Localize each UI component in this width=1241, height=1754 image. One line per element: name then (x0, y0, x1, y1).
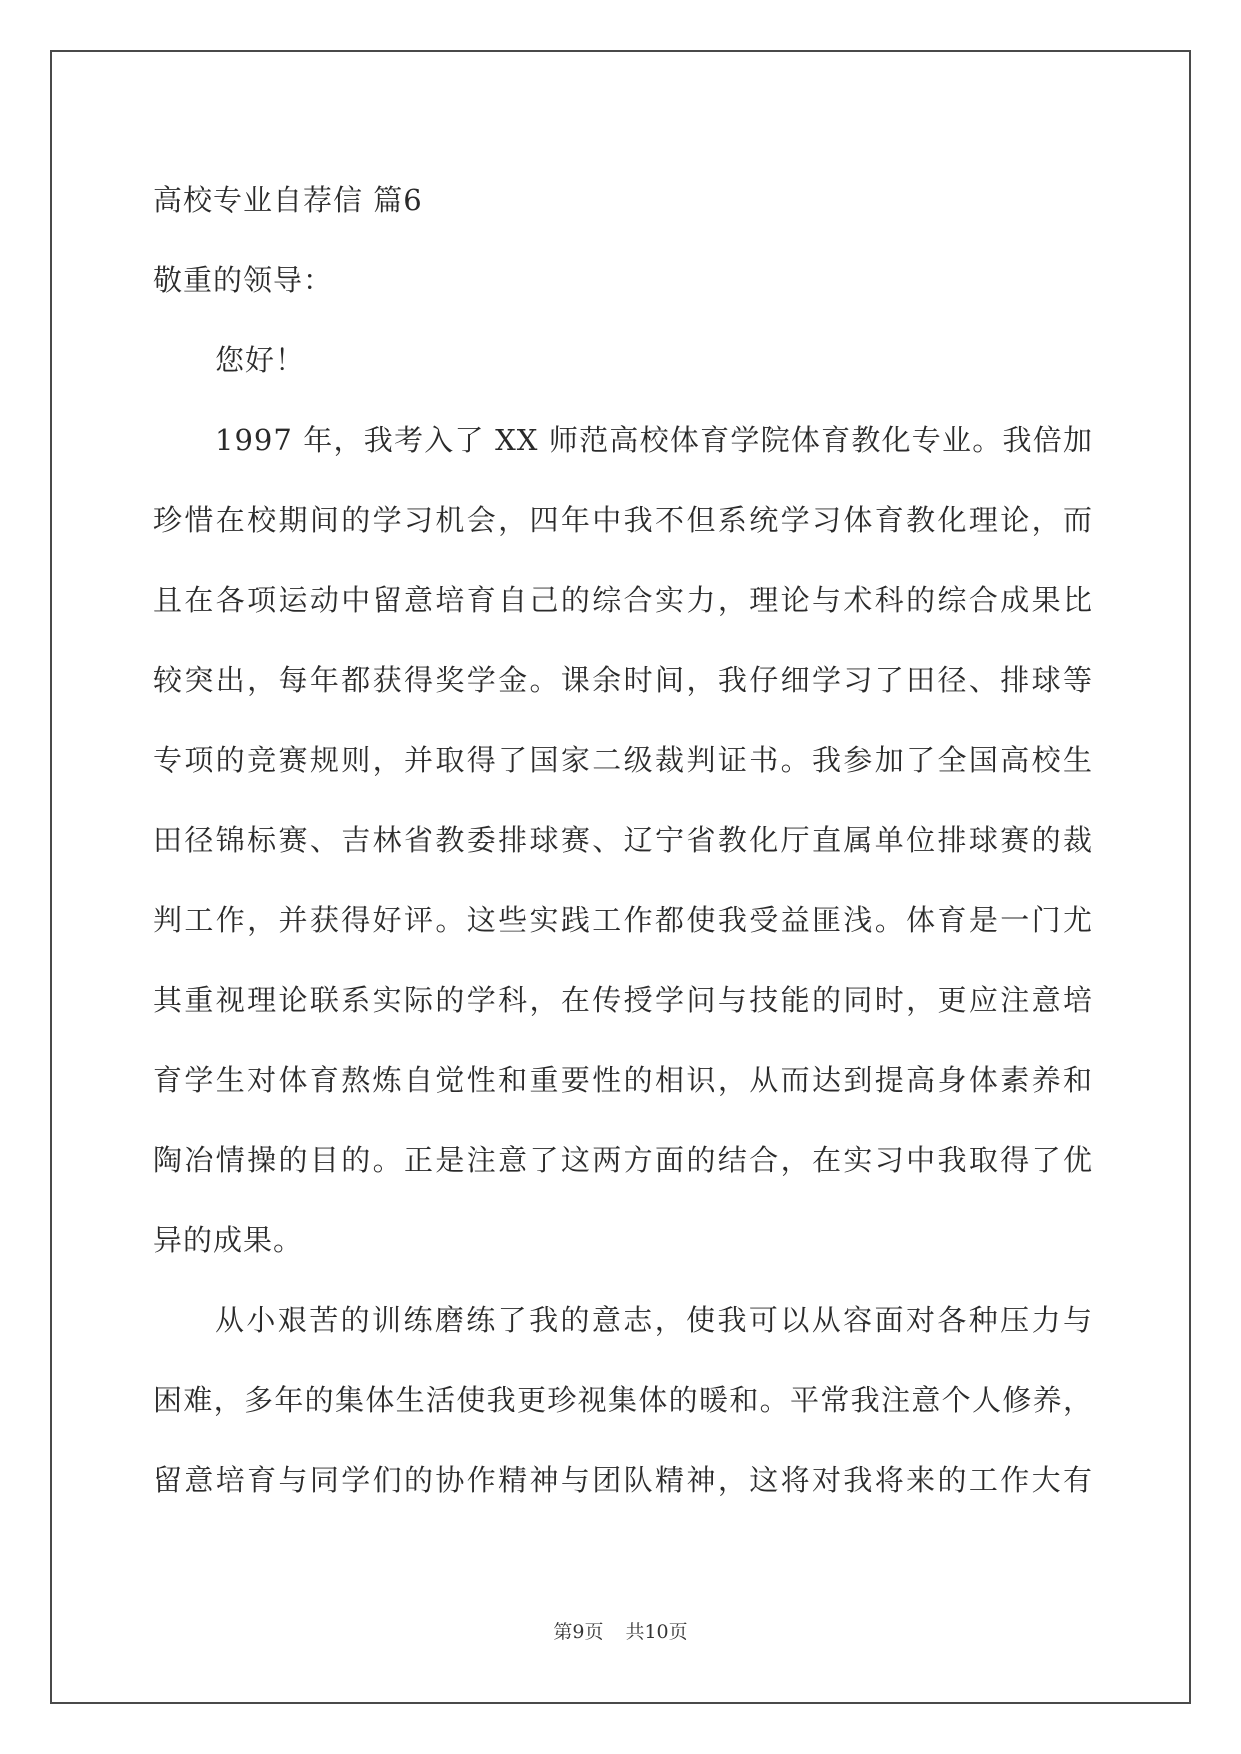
paragraph-line: 且在各项运动中留意培育自己的综合实力，理论与术科的综合成果比 (153, 583, 1093, 617)
paragraph-line: 田径锦标赛、吉林省教委排球赛、辽宁省教化厅直属单位排球赛的裁 (153, 823, 1093, 857)
page-total: 共10页 (625, 1621, 688, 1643)
greeting: 您好！ (215, 343, 306, 377)
paragraph-line: 判工作，并获得好评。这些实践工作都使我受益匪浅。体育是一门尤 (153, 903, 1093, 937)
paragraph-line: 从小艰苦的训练磨练了我的意志，使我可以从容面对各种压力与 (215, 1303, 1093, 1337)
paragraph-line: 异的成果。 (153, 1223, 304, 1257)
paragraph-2 (153, 1280, 1093, 1520)
page-footer (0, 1617, 1241, 1644)
paragraph-line: 专项的竞赛规则，并取得了国家二级裁判证书。我参加了全国高校生 (153, 743, 1093, 777)
paragraph-line: 1997 年，我考入了 XX 师范高校体育学院体育教化专业。我倍加 (215, 423, 1093, 457)
document-title: 高校专业自荐信 篇6 (153, 183, 423, 217)
paragraph-line: 较突出，每年都获得奖学金。课余时间，我仔细学习了田径、排球等 (153, 663, 1093, 697)
paragraph-1 (153, 400, 1093, 1280)
paragraph-line: 珍惜在校期间的学习机会，四年中我不但系统学习体育教化理论，而 (153, 503, 1093, 537)
paragraph-line: 育学生对体育熬炼自觉性和重要性的相识，从而达到提高身体素养和 (153, 1063, 1093, 1097)
paragraph-line: 留意培育与同学们的协作精神与团队精神，这将对我将来的工作大有 (153, 1463, 1093, 1497)
document-body (153, 160, 1093, 1520)
page-number: 第9页 (553, 1621, 604, 1643)
paragraph-line: 困难，多年的集体生活使我更珍视集体的暖和。平常我注意个人修养， (153, 1383, 1093, 1417)
salutation: 敬重的领导： (153, 263, 334, 297)
paragraph-line: 陶冶情操的目的。正是注意了这两方面的结合，在实习中我取得了优 (153, 1143, 1093, 1177)
paragraph-line: 其重视理论联系实际的学科，在传授学问与技能的同时，更应注意培 (153, 983, 1093, 1017)
